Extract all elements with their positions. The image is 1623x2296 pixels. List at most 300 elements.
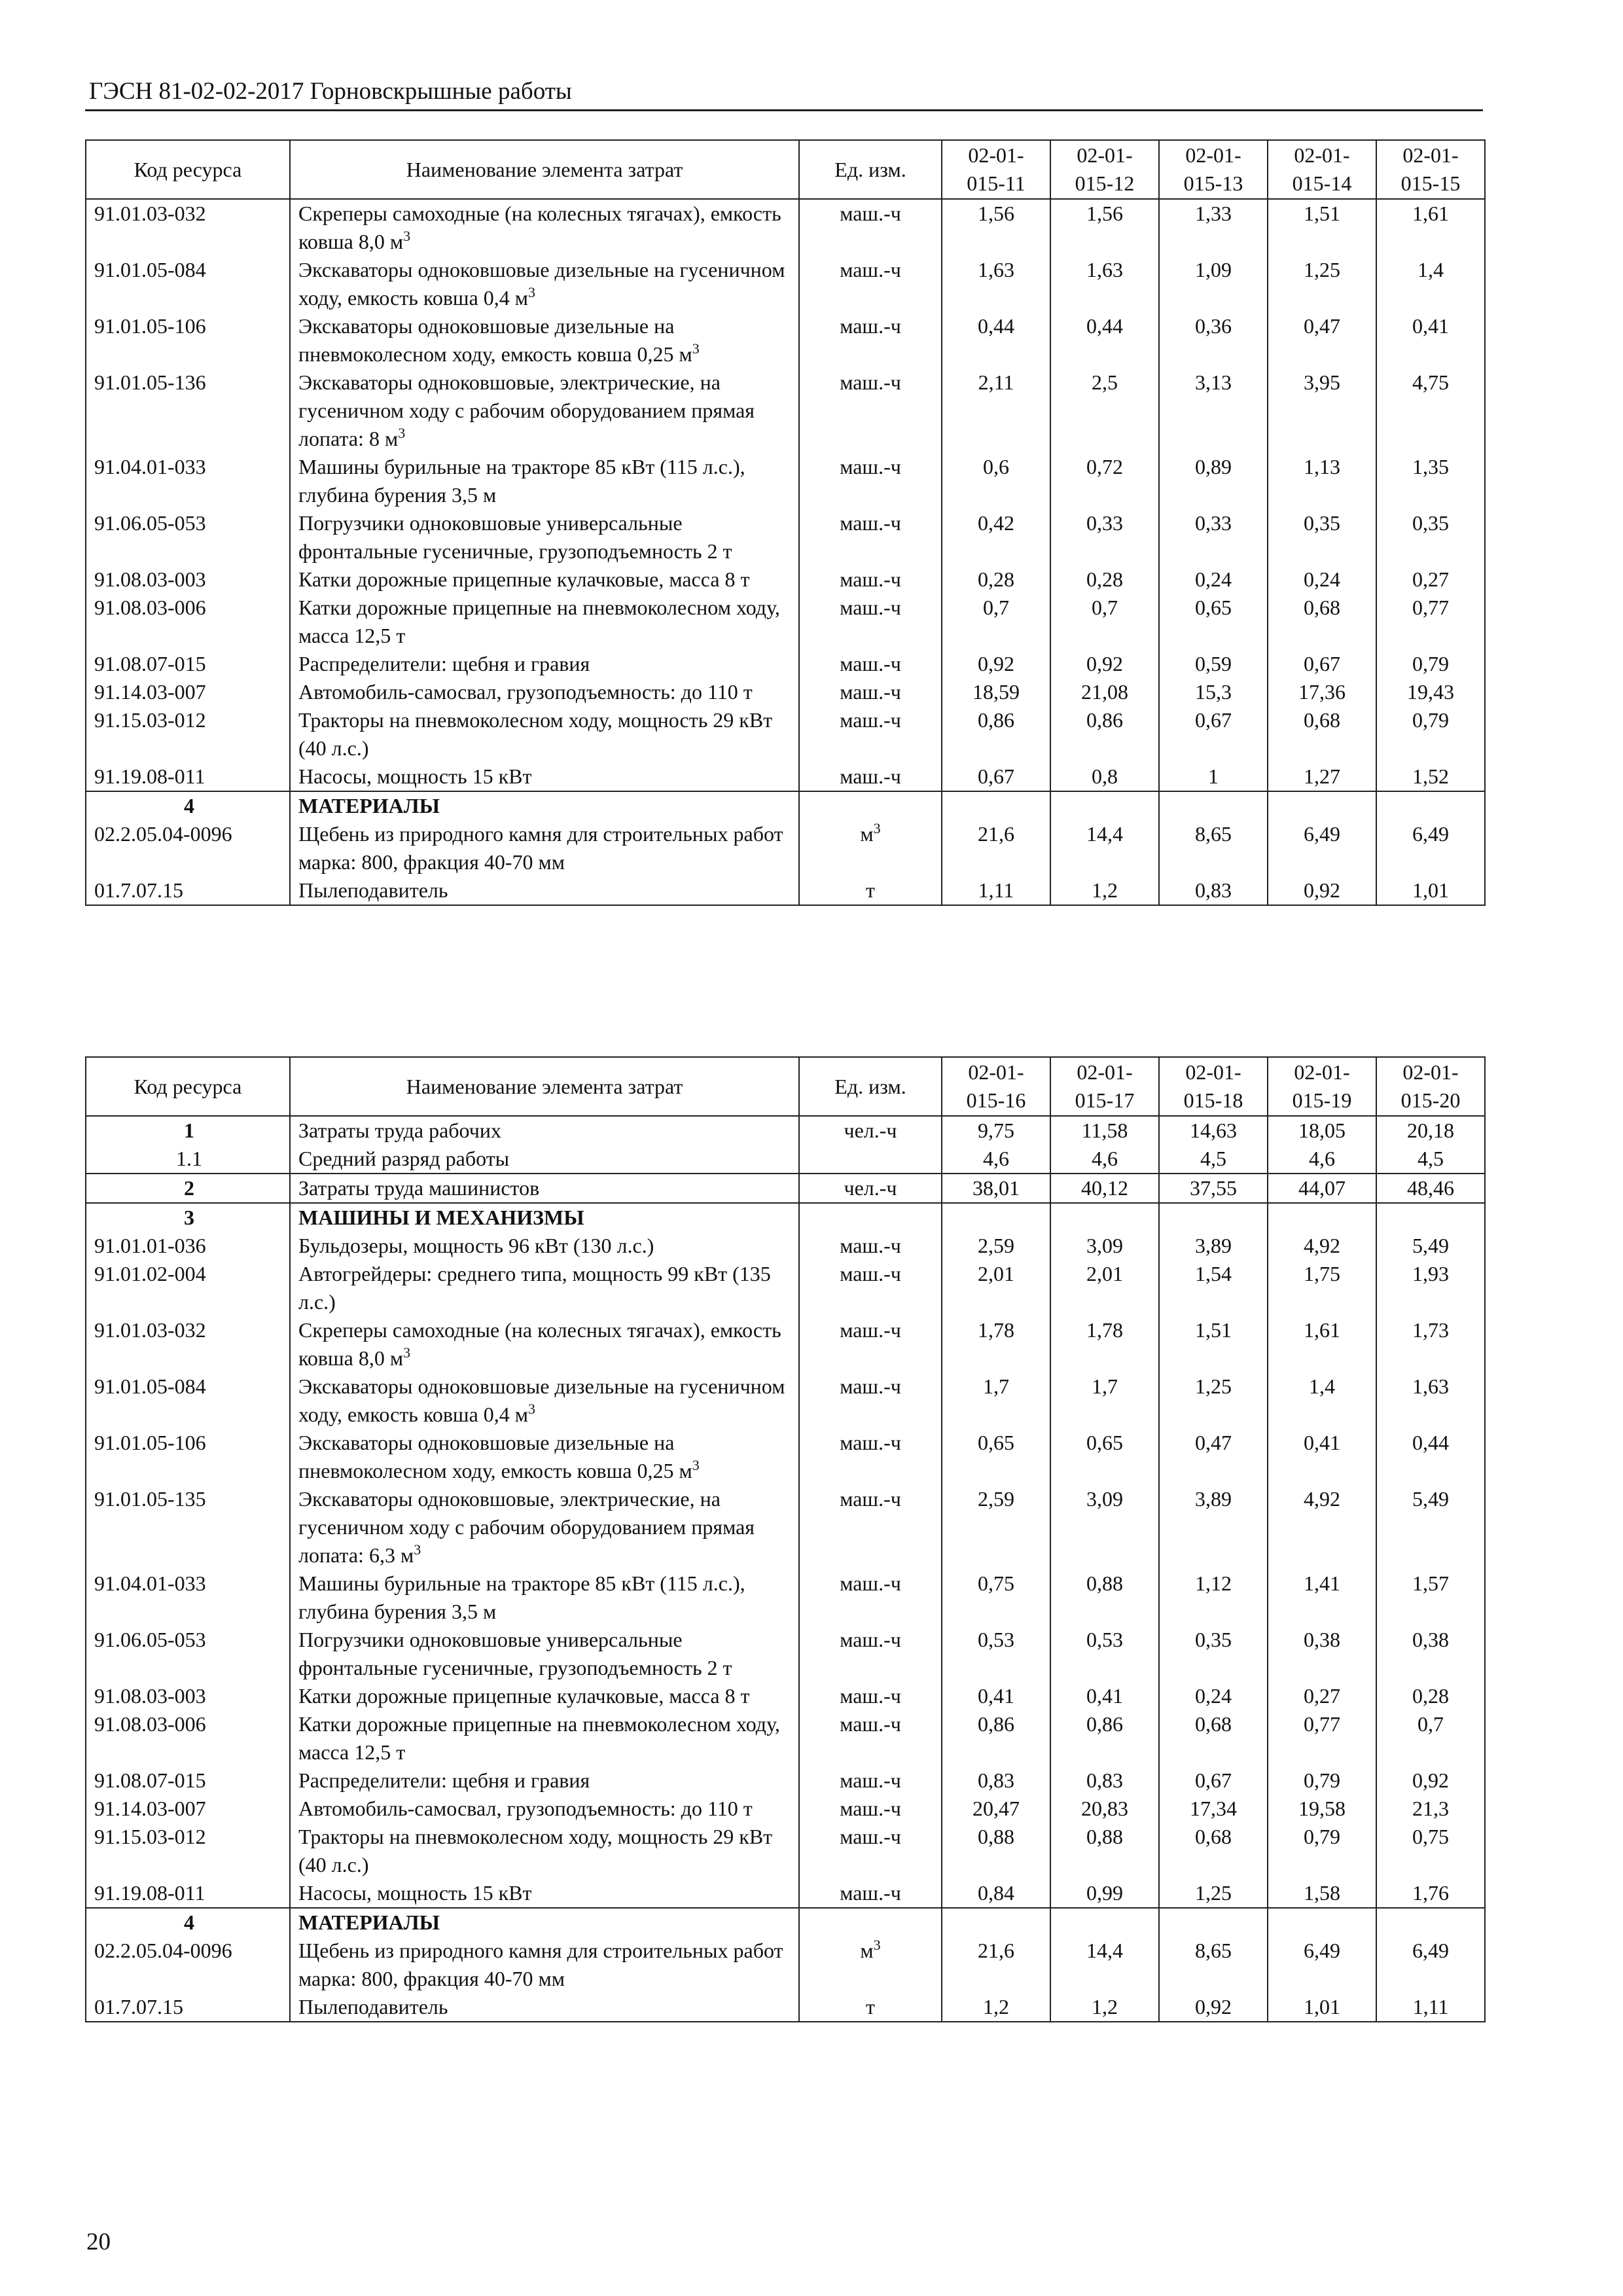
resource-name bbox=[290, 1485, 799, 1570]
value-cell-text: 0,28 bbox=[1412, 1684, 1449, 1708]
value-cell-text: 0,92 bbox=[1412, 1768, 1449, 1792]
value-cell-text: 1,54 bbox=[1195, 1262, 1232, 1285]
resource-code-text: 4 bbox=[184, 794, 194, 817]
resource-code bbox=[86, 1116, 290, 1145]
resource-name bbox=[290, 1145, 799, 1174]
unit-cell bbox=[799, 1993, 942, 2022]
value-cell-text: 5,49 bbox=[1412, 1487, 1449, 1511]
value-cell bbox=[1268, 1232, 1376, 1260]
value-cell bbox=[1268, 1710, 1376, 1767]
resource-name-text: Автомобиль-самосвал, грузоподъемность: до 110 т bbox=[298, 680, 753, 704]
unit-cell-text: маш.-ч bbox=[840, 511, 901, 535]
section-row-machines bbox=[86, 1203, 1485, 1232]
value-cell bbox=[1376, 1260, 1485, 1316]
value-cell bbox=[1159, 1116, 1268, 1145]
resource-name bbox=[290, 1429, 799, 1485]
value-cell bbox=[1159, 1908, 1268, 1937]
value-cell bbox=[1050, 1682, 1159, 1710]
value-cell-text: 3,89 bbox=[1195, 1234, 1232, 1257]
value-cell-text: 3,09 bbox=[1086, 1487, 1123, 1511]
resource-name bbox=[290, 1626, 799, 1682]
resource-code bbox=[86, 1682, 290, 1710]
resource-code bbox=[86, 509, 290, 565]
value-cell bbox=[1376, 1626, 1485, 1682]
resource-code bbox=[86, 820, 290, 876]
value-cell bbox=[1268, 1429, 1376, 1485]
table-row bbox=[86, 678, 1485, 706]
resource-name-text: Экскаваторы одноковшовые дизельные на пневмоколесном ходу, емкость ковша 0,25 м bbox=[298, 1431, 692, 1482]
value-cell bbox=[1268, 199, 1376, 256]
value-cell-text: 1,2 bbox=[1092, 1995, 1118, 2018]
value-cell-text: 11,58 bbox=[1081, 1119, 1128, 1142]
value-cell bbox=[1268, 1145, 1376, 1174]
resource-code bbox=[86, 1429, 290, 1485]
resource-code-text: 01.7.07.15 bbox=[94, 1995, 183, 2018]
unit-cell-text: маш.-ч bbox=[840, 652, 901, 675]
resource-code-text: 02.2.05.04-0096 bbox=[94, 822, 232, 846]
value-cell bbox=[1159, 1879, 1268, 1908]
resource-code bbox=[86, 1316, 290, 1372]
value-cell-text: 0,41 bbox=[1304, 1431, 1340, 1454]
value-cell-text: 2,01 bbox=[1086, 1262, 1123, 1285]
value-cell-text: 1,78 bbox=[978, 1318, 1014, 1342]
value-cell bbox=[1159, 1485, 1268, 1570]
resource-name bbox=[290, 1232, 799, 1260]
resource-name bbox=[290, 368, 799, 453]
value-cell-text: 3,13 bbox=[1195, 370, 1232, 394]
unit-cell bbox=[799, 1682, 942, 1710]
table-row bbox=[86, 1626, 1485, 1682]
table-row bbox=[86, 1232, 1485, 1260]
unit-cell bbox=[799, 1116, 942, 1145]
resource-code bbox=[86, 706, 290, 762]
column-header-norm: 02-01- 015-11 bbox=[942, 140, 1050, 199]
value-cell bbox=[1050, 1260, 1159, 1316]
superscript: 3 bbox=[692, 340, 700, 357]
value-cell-text: 1,56 bbox=[978, 202, 1014, 225]
resource-name-text: МАШИНЫ И МЕХАНИЗМЫ bbox=[298, 1206, 584, 1229]
resource-table-2 bbox=[85, 1056, 1486, 2022]
resource-name bbox=[290, 1316, 799, 1372]
value-cell-text: 0,83 bbox=[978, 1768, 1014, 1792]
unit-cell bbox=[799, 1570, 942, 1626]
value-cell-text: 0,27 bbox=[1304, 1684, 1340, 1708]
value-cell-text: 3,09 bbox=[1086, 1234, 1123, 1257]
value-cell bbox=[1268, 1937, 1376, 1993]
unit-cell bbox=[799, 1795, 942, 1823]
section-row-operators bbox=[86, 1174, 1485, 1203]
value-cell-text: 1,93 bbox=[1412, 1262, 1449, 1285]
value-cell-text: 0,88 bbox=[1086, 1571, 1123, 1595]
resource-name-text: Бульдозеры, мощность 96 кВт (130 л.с.) bbox=[298, 1234, 654, 1257]
value-cell-text: 1,63 bbox=[1086, 258, 1123, 281]
value-cell-text: 1,12 bbox=[1195, 1571, 1232, 1595]
value-cell-text: 1,2 bbox=[1092, 878, 1118, 902]
value-cell-text: 3,89 bbox=[1195, 1487, 1232, 1511]
value-cell bbox=[1050, 594, 1159, 650]
value-cell bbox=[1159, 1682, 1268, 1710]
value-cell-text: 17,34 bbox=[1190, 1797, 1237, 1820]
value-cell bbox=[1268, 706, 1376, 762]
value-cell bbox=[1376, 1993, 1485, 2022]
value-cell bbox=[942, 1767, 1050, 1795]
resource-code bbox=[86, 1908, 290, 1937]
resource-name bbox=[290, 1174, 799, 1203]
column-header-norm: 02-01- 015-20 bbox=[1376, 1057, 1485, 1116]
resource-code bbox=[86, 1485, 290, 1570]
resource-code bbox=[86, 1372, 290, 1429]
resource-name bbox=[290, 594, 799, 650]
value-cell-text: 20,83 bbox=[1081, 1797, 1128, 1820]
resource-name-text: Распределители: щебня и гравия bbox=[298, 652, 590, 675]
resource-code-text: 91.08.03-006 bbox=[94, 596, 206, 619]
value-cell-text: 1,09 bbox=[1195, 258, 1232, 281]
value-cell bbox=[1268, 876, 1376, 905]
value-cell-text: 1,76 bbox=[1412, 1881, 1449, 1905]
value-cell-text: 14,63 bbox=[1190, 1119, 1237, 1142]
unit-cell bbox=[799, 312, 942, 368]
resource-code bbox=[86, 791, 290, 820]
resource-code-text: 91.19.08-011 bbox=[94, 1881, 205, 1905]
value-cell-text: 2,11 bbox=[978, 370, 1014, 394]
resource-code bbox=[86, 1174, 290, 1203]
resource-name-text: Катки дорожные прицепные кулачковые, масса 8 т bbox=[298, 1684, 750, 1708]
resource-code bbox=[86, 650, 290, 678]
table-header-row bbox=[86, 1057, 1485, 1116]
value-cell-text: 0,68 bbox=[1304, 708, 1340, 732]
value-cell-text: 0,77 bbox=[1304, 1712, 1340, 1736]
resource-name-text: Тракторы на пневмоколесном ходу, мощность 29 кВт (40 л.с.) bbox=[298, 708, 773, 760]
value-cell bbox=[1159, 453, 1268, 509]
value-cell bbox=[1050, 820, 1159, 876]
value-cell bbox=[1268, 509, 1376, 565]
value-cell-text: 0,72 bbox=[1086, 455, 1123, 478]
value-cell bbox=[1159, 256, 1268, 312]
value-cell-text: 0,53 bbox=[1086, 1628, 1123, 1651]
resource-code-text: 91.15.03-012 bbox=[94, 1825, 206, 1848]
value-cell-text: 0,36 bbox=[1195, 314, 1232, 338]
value-cell-text: 0,24 bbox=[1195, 567, 1232, 591]
value-cell bbox=[1050, 1485, 1159, 1570]
value-cell-text: 0,79 bbox=[1304, 1825, 1340, 1848]
value-cell-text: 0,92 bbox=[1195, 1995, 1232, 2018]
value-cell bbox=[1376, 1710, 1485, 1767]
value-cell bbox=[942, 312, 1050, 368]
resource-name-text: Скреперы самоходные (на колесных тягачах), емкость ковша 8,0 м bbox=[298, 1318, 781, 1370]
value-cell bbox=[1376, 1174, 1485, 1203]
resource-name-text: Щебень из природного камня для строительных работ марка: 800, фракция 40-70 мм bbox=[298, 822, 783, 874]
value-cell-text: 19,43 bbox=[1407, 680, 1454, 704]
value-cell bbox=[1268, 1174, 1376, 1203]
superscript: 3 bbox=[873, 820, 881, 836]
value-cell-text: 0,79 bbox=[1412, 708, 1449, 732]
resource-code-text: 91.01.05-084 bbox=[94, 258, 206, 281]
value-cell-text: 4,6 bbox=[983, 1147, 1009, 1170]
resource-name-text: Насосы, мощность 15 кВт bbox=[298, 764, 532, 788]
superscript: 3 bbox=[403, 1344, 411, 1361]
value-cell-text: 6,49 bbox=[1412, 822, 1449, 846]
value-cell bbox=[1159, 1429, 1268, 1485]
value-cell-text: 20,47 bbox=[972, 1797, 1020, 1820]
value-cell-text: 0,99 bbox=[1086, 1881, 1123, 1905]
resource-code bbox=[86, 312, 290, 368]
value-cell-text: 1,7 bbox=[983, 1374, 1009, 1398]
value-cell bbox=[942, 1710, 1050, 1767]
unit-cell-text: маш.-ч bbox=[840, 1262, 901, 1285]
resource-code bbox=[86, 256, 290, 312]
resource-code-text: 91.04.01-033 bbox=[94, 1571, 206, 1595]
resource-name-text: Скреперы самоходные (на колесных тягачах), емкость ковша 8,0 м bbox=[298, 202, 781, 253]
resource-name bbox=[290, 1372, 799, 1429]
value-cell bbox=[1050, 706, 1159, 762]
value-cell-text: 1,4 bbox=[1309, 1374, 1335, 1398]
value-cell bbox=[1268, 1993, 1376, 2022]
resource-name bbox=[290, 565, 799, 594]
resource-name-text: МАТЕРИАЛЫ bbox=[298, 794, 440, 817]
resource-name-text: Катки дорожные прицепные на пневмоколесном ходу, масса 12,5 т bbox=[298, 596, 780, 647]
value-cell bbox=[1376, 1879, 1485, 1908]
value-cell bbox=[1376, 1795, 1485, 1823]
value-cell-text: 0,68 bbox=[1195, 1712, 1232, 1736]
value-cell bbox=[1050, 876, 1159, 905]
value-cell bbox=[1268, 1372, 1376, 1429]
value-cell bbox=[1268, 762, 1376, 791]
value-cell-text: 17,36 bbox=[1298, 680, 1346, 704]
resource-name bbox=[290, 199, 799, 256]
value-cell-text: 4,6 bbox=[1309, 1147, 1335, 1170]
resource-name bbox=[290, 1823, 799, 1879]
value-cell bbox=[1376, 706, 1485, 762]
value-cell bbox=[942, 1823, 1050, 1879]
value-cell-text: 1,58 bbox=[1304, 1881, 1340, 1905]
value-cell bbox=[942, 1937, 1050, 1993]
resource-code bbox=[86, 453, 290, 509]
resource-name bbox=[290, 1993, 799, 2022]
table-row bbox=[86, 1316, 1485, 1372]
resource-name-text: Погрузчики одноковшовые универсальные фронтальные гусеничные, грузоподъемность 2 т bbox=[298, 511, 732, 563]
unit-cell bbox=[799, 650, 942, 678]
resource-name bbox=[290, 762, 799, 791]
value-cell bbox=[1159, 876, 1268, 905]
table-row bbox=[86, 565, 1485, 594]
unit-cell-text: маш.-ч bbox=[840, 1881, 901, 1905]
resource-name bbox=[290, 312, 799, 368]
resource-name-text: Пылеподавитель bbox=[298, 1995, 448, 2018]
unit-cell bbox=[799, 1232, 942, 1260]
resource-code-text: 91.01.02-004 bbox=[94, 1262, 206, 1285]
unit-cell-text: чел.-ч bbox=[844, 1119, 897, 1142]
unit-cell-text: т bbox=[866, 1995, 875, 2018]
unit-cell bbox=[799, 1823, 942, 1879]
resource-name-text: Погрузчики одноковшовые универсальные фронтальные гусеничные, грузоподъемность 2 т bbox=[298, 1628, 732, 1679]
value-cell bbox=[1159, 762, 1268, 791]
table-row bbox=[86, 876, 1485, 905]
value-cell-text: 0,79 bbox=[1412, 652, 1449, 675]
resource-name bbox=[290, 678, 799, 706]
unit-cell-text: маш.-ч bbox=[840, 1768, 901, 1792]
value-cell-text: 0,47 bbox=[1304, 314, 1340, 338]
value-cell bbox=[1376, 820, 1485, 876]
value-cell-text: 0,53 bbox=[978, 1628, 1014, 1651]
unit-cell bbox=[799, 791, 942, 820]
resource-name-text: Катки дорожные прицепные кулачковые, масса 8 т bbox=[298, 567, 750, 591]
resource-name bbox=[290, 1795, 799, 1823]
value-cell bbox=[1376, 453, 1485, 509]
value-cell-text: 0,88 bbox=[978, 1825, 1014, 1848]
column-header-code: Код ресурса bbox=[86, 140, 290, 199]
value-cell bbox=[1268, 820, 1376, 876]
unit-cell bbox=[799, 1485, 942, 1570]
value-cell-text: 0,83 bbox=[1195, 878, 1232, 902]
resource-name bbox=[290, 1937, 799, 1993]
value-cell-text: 0,75 bbox=[1412, 1825, 1449, 1848]
value-cell-text: 14,4 bbox=[1086, 1939, 1123, 1962]
value-cell bbox=[942, 1485, 1050, 1570]
value-cell bbox=[1159, 1710, 1268, 1767]
value-cell-text: 0,75 bbox=[978, 1571, 1014, 1595]
table-row bbox=[86, 1260, 1485, 1316]
value-cell bbox=[1159, 1626, 1268, 1682]
value-cell-text: 1,75 bbox=[1304, 1262, 1340, 1285]
resource-code-text: 2 bbox=[184, 1176, 194, 1200]
value-cell bbox=[1268, 594, 1376, 650]
value-cell bbox=[1050, 1908, 1159, 1937]
value-cell bbox=[1159, 565, 1268, 594]
value-cell-text: 0,67 bbox=[978, 764, 1014, 788]
value-cell bbox=[1376, 762, 1485, 791]
table-row bbox=[86, 706, 1485, 762]
value-cell bbox=[942, 1174, 1050, 1203]
value-cell bbox=[1268, 1879, 1376, 1908]
resource-name bbox=[290, 791, 799, 820]
value-cell bbox=[1050, 368, 1159, 453]
table-row bbox=[86, 453, 1485, 509]
value-cell-text: 1,63 bbox=[978, 258, 1014, 281]
resource-name bbox=[290, 453, 799, 509]
value-cell-text: 44,07 bbox=[1298, 1176, 1346, 1200]
column-header-norm: 02-01- 015-18 bbox=[1159, 1057, 1268, 1116]
resource-name-text: Экскаваторы одноковшовые, электрические, на гусеничном ходу с рабочим оборудованием прямая лопата: 6,3 м bbox=[298, 1487, 755, 1567]
resource-name bbox=[290, 706, 799, 762]
value-cell-text: 0,86 bbox=[978, 1712, 1014, 1736]
value-cell-text: 0,35 bbox=[1304, 511, 1340, 535]
value-cell-text: 0,83 bbox=[1086, 1768, 1123, 1792]
value-cell bbox=[1050, 1626, 1159, 1682]
value-cell bbox=[1376, 876, 1485, 905]
unit-cell-text: маш.-ч bbox=[840, 1431, 901, 1454]
resource-name-text: Экскаваторы одноковшовые дизельные на гусеничном ходу, емкость ковша 0,4 м bbox=[298, 1374, 785, 1426]
value-cell-text: 0,67 bbox=[1195, 708, 1232, 732]
superscript: 3 bbox=[873, 1937, 881, 1953]
value-cell bbox=[942, 509, 1050, 565]
superscript: 3 bbox=[528, 1401, 536, 1417]
table-row bbox=[86, 199, 1485, 256]
resource-code-text: 91.01.05-136 bbox=[94, 370, 206, 394]
value-cell-text: 0,41 bbox=[978, 1684, 1014, 1708]
value-cell bbox=[1159, 1795, 1268, 1823]
value-cell-text: 4,5 bbox=[1200, 1147, 1226, 1170]
value-cell bbox=[1159, 509, 1268, 565]
value-cell-text: 8,65 bbox=[1195, 1939, 1232, 1962]
column-header-code: Код ресурса bbox=[86, 1057, 290, 1116]
resource-code-text: 91.19.08-011 bbox=[94, 764, 205, 788]
unit-cell-text: маш.-ч bbox=[840, 1684, 901, 1708]
unit-cell bbox=[799, 1174, 942, 1203]
unit-cell bbox=[799, 1372, 942, 1429]
value-cell bbox=[1159, 199, 1268, 256]
value-cell bbox=[1268, 1260, 1376, 1316]
value-cell bbox=[942, 1260, 1050, 1316]
unit-cell-text: маш.-ч bbox=[840, 596, 901, 619]
resource-code bbox=[86, 594, 290, 650]
value-cell-text: 0,7 bbox=[1418, 1712, 1444, 1736]
value-cell bbox=[942, 1908, 1050, 1937]
value-cell bbox=[942, 1429, 1050, 1485]
document-header: ГЭСН 81-02-02-2017 Горновскрышные работы bbox=[89, 78, 572, 105]
value-cell-text: 4,92 bbox=[1304, 1487, 1340, 1511]
value-cell-text: 1,78 bbox=[1086, 1318, 1123, 1342]
value-cell-text: 1 bbox=[1208, 764, 1219, 788]
resource-code-text: 91.01.05-135 bbox=[94, 1487, 206, 1511]
resource-name-text: Экскаваторы одноковшовые дизельные на гусеничном ходу, емкость ковша 0,4 м bbox=[298, 258, 785, 310]
value-cell bbox=[1376, 1767, 1485, 1795]
value-cell bbox=[1376, 368, 1485, 453]
value-cell bbox=[1159, 791, 1268, 820]
unit-cell bbox=[799, 594, 942, 650]
resource-code bbox=[86, 1879, 290, 1908]
value-cell bbox=[942, 876, 1050, 905]
value-cell-text: 1,11 bbox=[1412, 1995, 1449, 2018]
resource-name-text: Экскаваторы одноковшовые, электрические, на гусеничном ходу с рабочим оборудованием прямая лопата: 8 м bbox=[298, 370, 755, 450]
unit-cell-text: маш.-ч bbox=[840, 1318, 901, 1342]
value-cell bbox=[942, 650, 1050, 678]
resource-code-text: 3 bbox=[184, 1206, 194, 1229]
value-cell bbox=[1268, 1795, 1376, 1823]
unit-cell bbox=[799, 1879, 942, 1908]
value-cell bbox=[942, 368, 1050, 453]
superscript: 3 bbox=[414, 1541, 421, 1558]
resource-code-text: 91.14.03-007 bbox=[94, 1797, 206, 1820]
column-header-name: Наименование элемента затрат bbox=[290, 1057, 799, 1116]
unit-cell bbox=[799, 509, 942, 565]
superscript: 3 bbox=[403, 228, 411, 244]
table-row bbox=[86, 1937, 1485, 1993]
value-cell bbox=[1050, 312, 1159, 368]
resource-name bbox=[290, 1908, 799, 1937]
value-cell bbox=[1268, 678, 1376, 706]
value-cell bbox=[1159, 1260, 1268, 1316]
value-cell bbox=[1050, 1879, 1159, 1908]
value-cell bbox=[1159, 1174, 1268, 1203]
value-cell-text: 37,55 bbox=[1190, 1176, 1237, 1200]
value-cell bbox=[1376, 509, 1485, 565]
unit-cell bbox=[799, 706, 942, 762]
value-cell-text: 0,41 bbox=[1412, 314, 1449, 338]
value-cell-text: 1,61 bbox=[1304, 1318, 1340, 1342]
value-cell-text: 0,67 bbox=[1304, 652, 1340, 675]
resource-name-text: Затраты труда рабочих bbox=[298, 1119, 501, 1142]
value-cell bbox=[1159, 312, 1268, 368]
unit-cell-text: м bbox=[860, 822, 874, 846]
unit-cell bbox=[799, 1316, 942, 1372]
value-cell bbox=[942, 1145, 1050, 1174]
value-cell bbox=[1050, 1429, 1159, 1485]
value-cell-text: 1,61 bbox=[1412, 202, 1449, 225]
value-cell bbox=[1376, 1570, 1485, 1626]
value-cell bbox=[942, 1626, 1050, 1682]
value-cell bbox=[1050, 453, 1159, 509]
value-cell-text: 0,65 bbox=[1086, 1431, 1123, 1454]
